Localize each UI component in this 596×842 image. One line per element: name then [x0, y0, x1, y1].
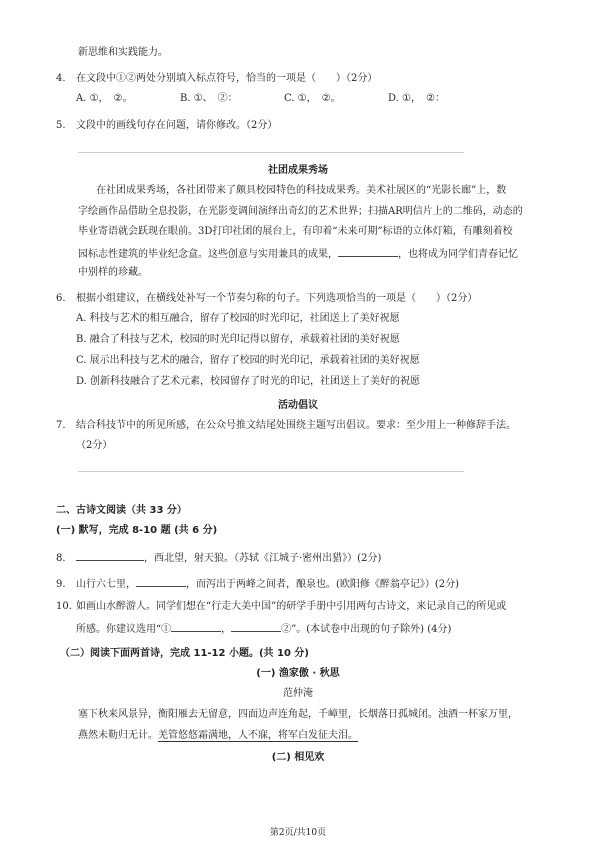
question-text: 如画山水醉游人。同学们想在“行走大美中国”的研学手册中引用两句古诗文，来记录自己的所见或 — [76, 601, 507, 612]
q6-option-a: A. 科技与艺术的相互融合，留存了校园的时光印记，社团送上了美好祝愿 — [76, 313, 400, 324]
question-7 — [56, 420, 516, 432]
question-text: 所感。你建议选用“① — [76, 624, 172, 635]
question-text: 根据小组建议，在横线处补写一个节奏匀称的句子。下列选项恰当的一项是（ ）（2分） — [76, 293, 478, 304]
question-number: 4. — [56, 73, 66, 84]
question-text: ，而泻出于两峰之间者，酿泉也。(欧阳修《醉翁亭记》）(2分) — [186, 579, 460, 590]
question-text: ，西北望，射天狼。（苏轼《江城子·密州出猎》）(2分) — [144, 553, 382, 564]
question-number: 10. — [56, 601, 72, 612]
q4-option-d: D. ①， ②： — [388, 93, 445, 104]
q6-option-c: C. 展示出科技与艺术的融合，留存了校园的时光印记，承载着社团的美好祝愿 — [76, 355, 420, 366]
club-para-text: ，也将成为同学们青春记忆 — [398, 249, 518, 260]
q4-option-c: C. ①， ②。 — [284, 93, 341, 104]
question-number: 8. — [56, 553, 66, 564]
poem1-line-2 — [78, 730, 358, 742]
fill-blank[interactable] — [76, 550, 144, 561]
q6-option-d: D. 创新科技融合了艺术元素，校园留存了时光的印记，社团送上了美好的祝愿 — [76, 376, 421, 387]
question-10 — [56, 601, 506, 613]
question-6 — [56, 293, 477, 305]
poem-underlined-text: 羌管悠悠霜满地，人不寐，将军白发征夫泪。 — [158, 730, 358, 741]
fill-blank[interactable] — [338, 246, 398, 257]
question-number: 6. — [56, 293, 66, 304]
section-title-activity: 活动倡议 — [278, 400, 318, 411]
answer-line — [78, 471, 464, 472]
q6-option-b: B. 融合了科技与艺术，校园的时光印记得以留存，承载着社团的美好祝愿 — [76, 334, 400, 345]
part2-title: 二、古诗文阅读（共 33 分） — [56, 505, 187, 516]
question-text: 山行六七里， — [76, 579, 136, 590]
fill-blank[interactable] — [171, 621, 221, 632]
question-number: 7. — [56, 420, 66, 431]
fill-blank[interactable] — [136, 576, 186, 587]
q7-score: （2分） — [76, 440, 113, 451]
question-number: 5. — [56, 120, 66, 131]
club-para-line-5: 中别样的珍藏。 — [78, 267, 148, 278]
poem-text: 燕然未勒归无计。 — [78, 730, 158, 741]
club-para-text: 园标志性建筑的毕业纪念盒。这些创意与实用兼具的成果， — [78, 249, 338, 260]
question-text: 在文段中①②两处分别填入标点符号，恰当的一项是（ ）（2分） — [76, 73, 378, 84]
club-para-line-3: 毕业寄语就会跃现在眼前。3D打印社团的展台上，有印着“未来可期”标语的立体灯箱，有雕刻着校 — [78, 226, 513, 237]
q4-option-a: A. ①， ②。 — [76, 93, 133, 104]
club-para-line-1: 在社团成果秀场，各社团带来了颇具校园特色的科技成果秀。美术社展区的“光影长廊”上，数 — [96, 185, 507, 196]
fill-blank[interactable] — [231, 621, 281, 632]
q4-option-b: B. ①、 ②： — [180, 93, 238, 104]
question-4 — [56, 73, 377, 85]
answer-line — [78, 152, 464, 153]
question-5 — [56, 120, 277, 132]
top-fragment: 新思维和实践能力。 — [78, 47, 168, 58]
poem1-title: (一) 渔家傲 · 秋思 — [256, 668, 340, 679]
section-title-club: 社团成果秀场 — [268, 165, 328, 176]
poem2-title: (二) 相见欢 — [271, 752, 325, 763]
question-8 — [56, 550, 381, 565]
question-text: 文段中的画线句存在问题，请你修改。（2分） — [76, 120, 278, 131]
club-para-line-4 — [78, 246, 518, 261]
question-9 — [56, 576, 459, 591]
question-text: 结合科技节中的所见所感，在公众号推文结尾处围绕主题写出倡议。要求：至少用上一种修辞手法。 — [76, 420, 516, 431]
question-10-line-2 — [76, 621, 451, 636]
part2-sub1: (一) 默写，完成 8-10 题 (共 6 分) — [56, 525, 218, 536]
question-text: ， — [221, 624, 232, 635]
club-para-line-2: 字绘画作品借助全息投影，在光影变调间演绎出奇幻的艺术世界；扫描AR明信片上的二维码，动态的 — [78, 206, 523, 217]
part2-sub2: （二）阅读下面两首诗，完成 11-12 小题。(共 10 分) — [60, 648, 309, 659]
question-number: 9. — [56, 579, 66, 590]
question-text: ②”。(本试卷中出现的句子除外) (4分) — [281, 624, 452, 635]
page-footer: 第2页/共10页 — [269, 828, 327, 838]
poem1-author: 范仲淹 — [283, 688, 313, 699]
poem1-line-1: 塞下秋来风景异，衡阳雁去无留意，四面边声连角起，千嶂里，长烟落日孤城闭。浊酒一杯家万里， — [78, 709, 518, 720]
